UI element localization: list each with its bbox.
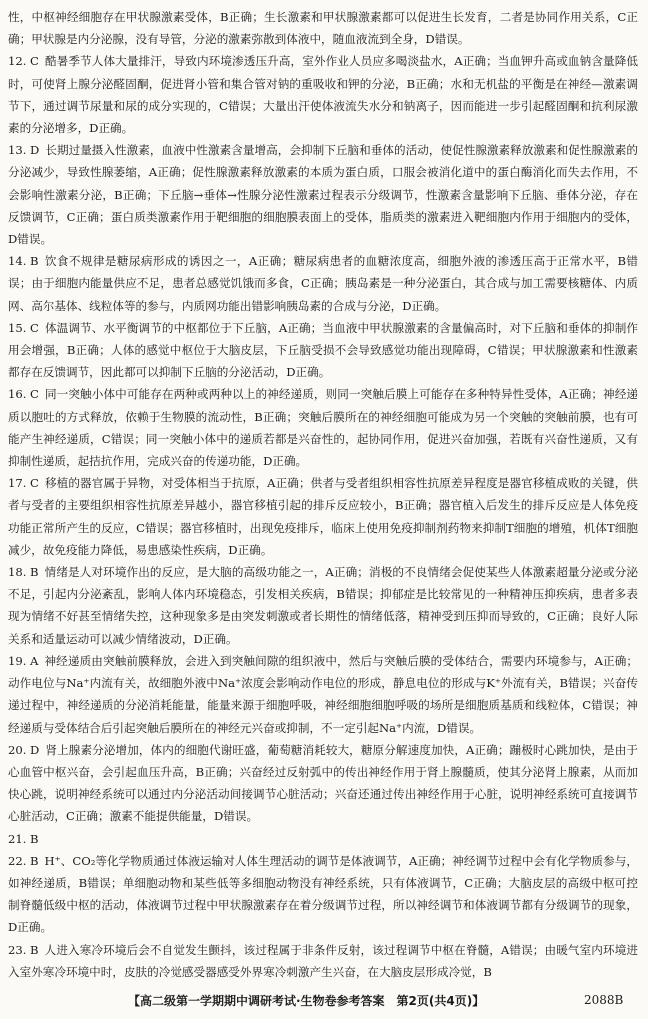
- answer-entry-19: [8, 650, 638, 739]
- entry-text: 性，中枢神经细胞存在甲状腺激素受体，B正确；生长激素和甲状腺激素都可以促进生长发育，二者是协同作用关系，C正确；甲状腺是内分泌腺，没有导管，分泌的激素弥散到体液中，随血液流到全身，D错误。: [8, 10, 638, 47]
- question-number: 15.: [8, 320, 27, 335]
- answer-entry-15: [8, 317, 638, 384]
- answer-letter: B: [30, 254, 39, 269]
- page-footer: [0, 992, 648, 1014]
- answer-letter: D: [30, 143, 40, 158]
- answer-entry-16: [8, 383, 638, 472]
- question-number: 20.: [8, 742, 27, 757]
- answer-letter: B: [30, 831, 39, 846]
- paper-code: 2088B: [584, 993, 624, 1007]
- entry-text: 长期过量摄入性激素，血液中性激素含量增高，会抑制下丘脑和垂体的活动，使促性腺激素释放激素和促性腺激素的分泌减少，导致性腺萎缩，A正确；促性腺激素释放激素的本质为蛋白质，口服会被消化道中的蛋白酶消化而失去作用，不会影响性激素分泌，B正确；下丘脑→垂体→性腺分泌性激素过程表示分级调节，性激素含量影响下丘脑、垂体分泌，存在反馈调节，C正确；蛋白质类激素作用于靶细胞的细胞膜表面上的受体，脂质类的激素进入靶细胞内作用于细胞内的受体，D错误。: [8, 143, 638, 247]
- answer-letter: A: [30, 653, 39, 668]
- question-number: 21.: [8, 831, 27, 846]
- footer-label: 【高二级第一学期期中调研考试·生物卷参考答案 第2页(共4页)】: [128, 994, 485, 1008]
- answer-letter: B: [30, 565, 39, 580]
- question-number: 22.: [8, 853, 27, 868]
- question-number: 12.: [8, 54, 27, 69]
- question-number: 17.: [8, 476, 27, 491]
- entry-text: 神经递质由突触前膜释放，会进入到突触间隙的组织液中，然后与突触后膜的受体结合，需要内环境参与，A正确；动作电位与Na⁺内流有关，故细胞外液中Na⁺浓度会影响动作电位的形成，静息电位的形成与K⁺外流有关，B错误；兴奋传递过程中，神经递质的分泌消耗能量，能量来源于细胞呼吸，神经细胞细胞呼吸的场所是细胞质基质和线粒体，C错误；神经递质与受体结合后引起突触后膜所在的神经元兴奋或抑制，不一定引起Na⁺内流，D错误。: [8, 653, 638, 735]
- entry-text: 体温调节、水平衡调节的中枢都位于下丘脑，A正确；当血液中甲状腺激素的含量偏高时，对下丘脑和垂体的抑制作用会增强，B正确；人体的感觉中枢位于大脑皮层，下丘脑受损不会导致感觉功能出现障碍，C错误；甲状腺激素和性激素都存在反馈调节，因此都可以抑制下丘脑的分泌活动，D正确。: [8, 320, 638, 380]
- answer-letter: C: [30, 476, 39, 491]
- answer-text-block: [8, 6, 638, 983]
- question-number: 23.: [8, 942, 27, 957]
- answer-letter: B: [30, 942, 39, 957]
- entry-text: 情绪是人对环境作出的反应，是大脑的高级功能之一，A正确；消极的不良情绪会促使某些人体激素超量分泌或分泌不足，引起内分泌紊乱，影响人体内环境稳态，引发相关疾病，B错误；抑郁症是比较常见的一种精神压抑疾病，患者多表现为情绪不好甚至情绪失控，这种现象多是由突发刺激或者长期性的情绪低落，精神受到压抑而导致的，C正确；良好人际关系和适量运动可以减少情绪波动，D正确。: [8, 565, 638, 646]
- question-number: 19.: [8, 653, 27, 668]
- entry-text: H⁺、CO₂等化学物质通过体液运输对人体生理活动的调节是体液调节，A正确；神经调节过程中会有化学物质参与，如神经递质，B错误；单细胞动物和某些低等多细胞动物没有神经系统，只有体液调节，C正确；大脑皮层的高级中枢可控制脊髓低级中枢的活动，体液调节过程中甲状腺激素存在着分级调节过程，所以神经调节和体液调节都有分级调节的现象，D正确。: [8, 853, 638, 935]
- answer-entry-21: [8, 828, 638, 850]
- answer-entry-11-cont: [8, 6, 638, 50]
- answer-entry-23: [8, 939, 638, 983]
- answer-entry-17: [8, 472, 638, 561]
- question-number: 16.: [8, 387, 27, 402]
- answer-entry-12: [8, 50, 638, 139]
- answer-entry-22: [8, 850, 638, 939]
- answer-entry-20: [8, 739, 638, 828]
- entry-text: 同一突触小体中可能存在两种或两种以上的神经递质，则同一突触后膜上可能存在多种特异性受体，A正确；神经递质以胞吐的方式释放，依赖于生物膜的流动性，B正确；突触后膜所在的神经细胞可能成为另一个突触的突触前膜，也有可能产生神经递质，C错误；同一突触小体中的递质若都是兴奋性的，起协同作用，促进兴奋加强，若既有兴奋性递质，又有抑制性递质，起拮抗作用，完成兴奋的传递功能，D正确。: [8, 387, 638, 469]
- answer-letter: D: [30, 742, 40, 757]
- question-number: 18.: [8, 565, 27, 580]
- entry-text: 酷暑季节人体大量排汗，导致内环境渗透压升高，室外作业人员应多喝淡盐水，A正确；当血钾升高或血钠含量降低时，可使肾上腺分泌醛固酮，促进肾小管和集合管对钠的重吸收和钾的分泌，B正确；水和无机盐的平衡是在神经—激素调节下，通过调节尿量和尿的成分实现的，C错误；大量出汗使体液流失水分和钠离子，因而能进一步引起醛固酮和抗利尿激素的分泌增多，D正确。: [8, 54, 638, 136]
- question-number: 14.: [8, 254, 27, 269]
- entry-text: 肾上腺素分泌增加，体内的细胞代谢旺盛，葡萄糖消耗较大，糖原分解速度加快，A正确；蹦极时心跳加快，是由于心血管中枢兴奋，会引起血压升高，B正确；兴奋经过反射弧中的传出神经作用于肾上腺髓质，使其分泌肾上腺素，从而加快心跳，说明神经系统可以通过内分泌活动间接调节心脏活动；兴奋还通过传出神经作用于心脏，说明神经系统可直接调节心脏活动，C正确；激素不能提供能量，D错误。: [8, 742, 638, 824]
- answer-entry-14: [8, 250, 638, 317]
- answer-entry-13: [8, 139, 638, 250]
- entry-text: 移植的器官属于异物，对受体相当于抗原，A正确；供者与受者组织相容性抗原差异程度是器官移植成败的关键，供者与受者的主要组织相容性抗原差异越小，器官移植引起的排斥反应较小，B正确；器官植入后发生的排斥反应是人体免疫功能正常所产生的反应，C错误；器官移植时，出现免疫排斥，临床上使用免疫抑制剂药物来抑制T细胞的增殖，机体T细胞减少，故免疫能力降低，易患感染性疾病，D正确。: [8, 476, 638, 557]
- answer-letter: B: [30, 853, 39, 868]
- answer-entry-18: [8, 561, 638, 650]
- entry-text: 饮食不规律是糖尿病形成的诱因之一，A正确；糖尿病患者的血糖浓度高，细胞外液的渗透压高于正常水平，B错误；由于细胞内能量供应不足，患者总感觉饥饿而多食，C正确；胰岛素是一种分泌蛋白，其合成与加工需要核糖体、内质网、高尔基体、线粒体等的参与，内质网功能出错影响胰岛素的合成与分泌，D正确。: [8, 254, 638, 313]
- answer-letter: C: [30, 320, 39, 335]
- answer-letter: C: [30, 387, 39, 402]
- answer-letter: C: [30, 54, 39, 69]
- question-number: 13.: [8, 143, 27, 158]
- entry-text: 人进入寒冷环境后会不自觉发生颤抖，该过程属于非条件反射，该过程调节中枢在脊髓，A错误；由暖气室内环境进入室外寒冷环境中时，皮肤的冷觉感受器感受外界寒冷刺激产生兴奋，在大脑皮层形成冷觉，B: [8, 942, 638, 979]
